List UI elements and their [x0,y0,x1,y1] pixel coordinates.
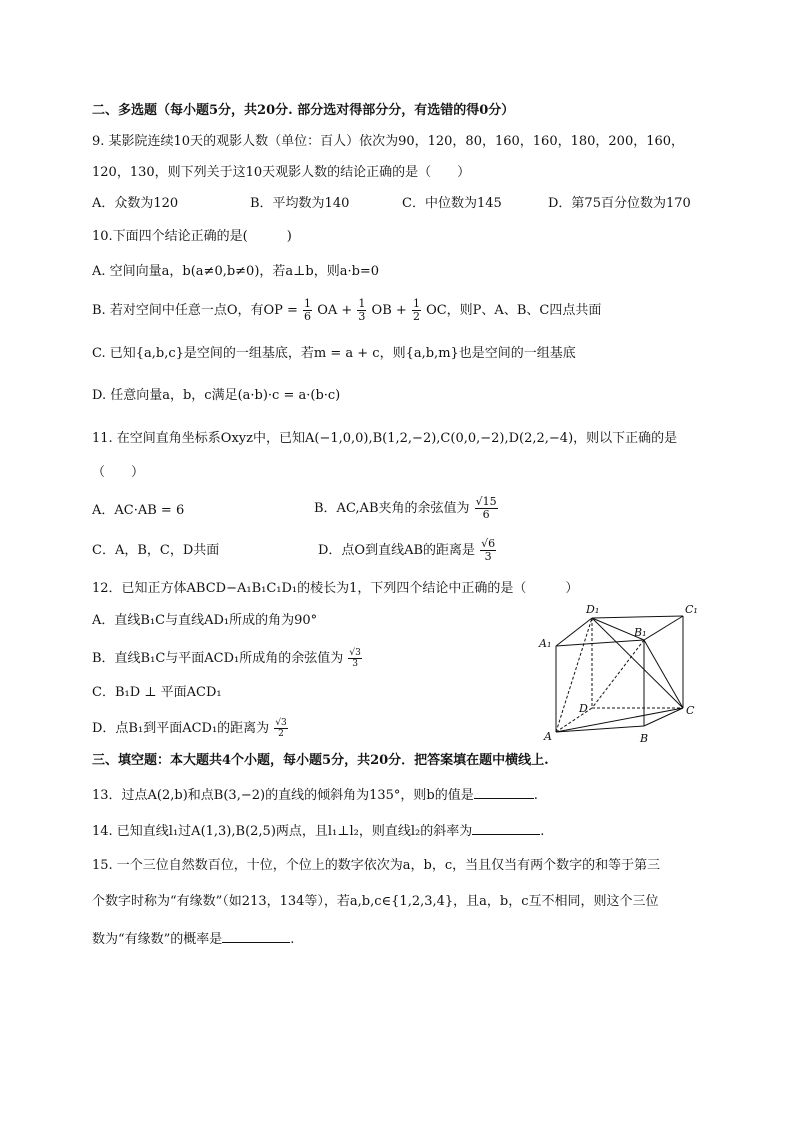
option-b-text: B．直线B₁C与平面ACD₁所成角的余弦值为 [92,651,344,666]
answer-blank[interactable] [474,785,534,799]
fraction-numerator: √6 [481,537,496,550]
fraction-one-third [357,298,366,323]
question-14 [92,821,544,841]
section-3-title: 三、填空题：本大题共4个小题，每小题5分，共20分．把答案填在题中横线上. [92,753,549,768]
edge-c1d1 [592,616,683,618]
question-14-end: . [540,824,545,839]
question-12-option-c: C．B₁D ⊥ 平面ACD₁ [92,685,222,700]
question-11-option-d [318,536,497,566]
edge-bc [644,708,683,726]
label-c1: C₁ [685,603,698,616]
question-13-text: 13．过点A(2,b)和点B(3,−2)的直线的倾斜角为135°，则b的值是 [92,788,474,803]
label-a1: A₁ [539,637,552,650]
fraction-denominator: 2 [278,729,284,739]
question-11-line-1: 11. 在空间直角坐标系Oxyz中，已知A(−1,0,0),B(1,2,−2),C(0,0,−2),D(2,2,−4)，则以下正确的是 [92,431,678,446]
fraction-denominator: 3 [352,659,358,669]
question-13 [92,785,538,805]
fraction-denominator: 3 [484,550,492,563]
label-c: C [686,704,695,717]
cube-figure [536,602,702,752]
question-11-line-2: （ ） [92,465,145,480]
question-10-option-a: A. 空间向量a，b(a≠0,b≠0)，若a⊥b，则a·b=0 [92,264,380,279]
question-12-stem: 12．已知正方体ABCD−A₁B₁C₁D₁的棱长为1，下列四个结论中正确的是（ ） [92,581,579,596]
question-9-line-2: 120，130，则下列关于这10天观影人数的结论正确的是（ ） [92,165,471,180]
fraction-denominator: 2 [412,310,420,323]
diagonal-ac [556,708,683,732]
fraction-numerator: 1 [304,297,312,310]
question-11-option-c: C．A，B，C，D共面 [92,543,220,558]
question-15-text: 数为“有缘数”的概率是 [92,932,223,947]
question-13-end: . [533,788,538,803]
fraction-sqrt3-over-3 [348,648,361,669]
fraction-denominator: 6 [482,508,490,521]
question-10-stem: 10.下面四个结论正确的是( ) [92,229,292,244]
fraction-denominator: 6 [304,310,312,323]
question-11-option-a: A．AC·AB = 6 [92,503,185,518]
option-d-text: D．点B₁到平面ACD₁的距离为 [92,721,270,736]
diagonal-b1c [644,640,683,708]
question-11-option-b [314,494,499,524]
question-9-option-b: B．平均数为140 [250,196,350,211]
question-12-option-a: A．直线B₁C与直线AD₁所成的角为90° [92,613,318,628]
option-b-term-2: OB + [371,303,407,318]
option-b-term-1: OA + [317,303,353,318]
label-b1: B₁ [634,626,647,639]
answer-blank[interactable] [222,929,290,943]
label-d1: D₁ [586,603,600,616]
fraction-sqrt6-over-3 [480,538,496,563]
fraction-one-sixth [303,298,312,323]
label-b: B [640,732,649,745]
question-12-option-d [92,716,289,742]
option-d-text: D．点O到直线AB的距离是 [318,543,476,558]
question-9-line-1: 9. 某影院连续10天的观影人数（单位：百人）依次为90，120，80，160，160，180，200，160， [92,134,685,149]
question-14-text: 14. 已知直线l₁过A(1,3),B(2,5)两点，且l₁⊥l₂，则直线l₂的斜率为 [92,824,473,839]
question-15-line-2: 个数字时称为“有缘数”（如213，134等），若a,b,c∈{1,2,3,4}，且a，b，c互不相同，则这个三位 [92,894,659,909]
question-9-option-a: A．众数为120 [92,196,179,211]
fraction-one-half [412,298,421,323]
label-a: A [544,730,552,743]
fraction-numerator: √3 [349,648,361,658]
edge-d1a1 [556,618,592,646]
fraction-sqrt3-over-2 [274,718,287,739]
question-9-option-d: D．第75百分位数为170 [548,196,691,211]
question-9-option-c: C．中位数为145 [402,196,502,211]
edge-b1c1 [644,616,683,640]
hidden-diagonal-b1d [592,640,644,708]
fraction-numerator: √15 [475,495,497,508]
fraction-numerator: 1 [358,297,366,310]
question-10-option-b [92,298,601,324]
label-d: D [579,702,588,715]
fraction-numerator: 1 [412,297,420,310]
question-10-option-d: D. 任意向量a，b，c满足(a·b)·c = a·(b·c) [92,388,341,403]
fraction-sqrt15-over-6 [475,496,498,521]
question-10-option-c: C. 已知{a,b,c}是空间的一组基底，若m = a + c，则{a,b,m}也是空间的一组基底 [92,346,576,361]
question-15-end: . [290,932,295,947]
question-12-option-b [92,646,363,672]
question-15-line-1: 15. 一个三位自然数百位，十位，个位上的数字依次为a，b，c，当且仅当有两个数字的和等于第三 [92,858,661,873]
option-b-text: B．AC,AB夹角的余弦值为 [314,501,470,516]
option-b-prefix: B. 若对空间中任意一点O，有OP = [92,303,298,318]
edge-a1b1 [556,640,644,646]
fraction-denominator: 3 [358,310,366,323]
question-15-line-3 [92,929,294,949]
answer-blank[interactable] [472,821,540,835]
section-2-title: 二、多选题（每小题5分，共20分. 部分选对得部分分，有选错的得0分） [92,103,515,118]
fraction-numerator: √3 [275,718,287,728]
option-b-term-3: OC，则P、A、B、C四点共面 [426,303,602,318]
